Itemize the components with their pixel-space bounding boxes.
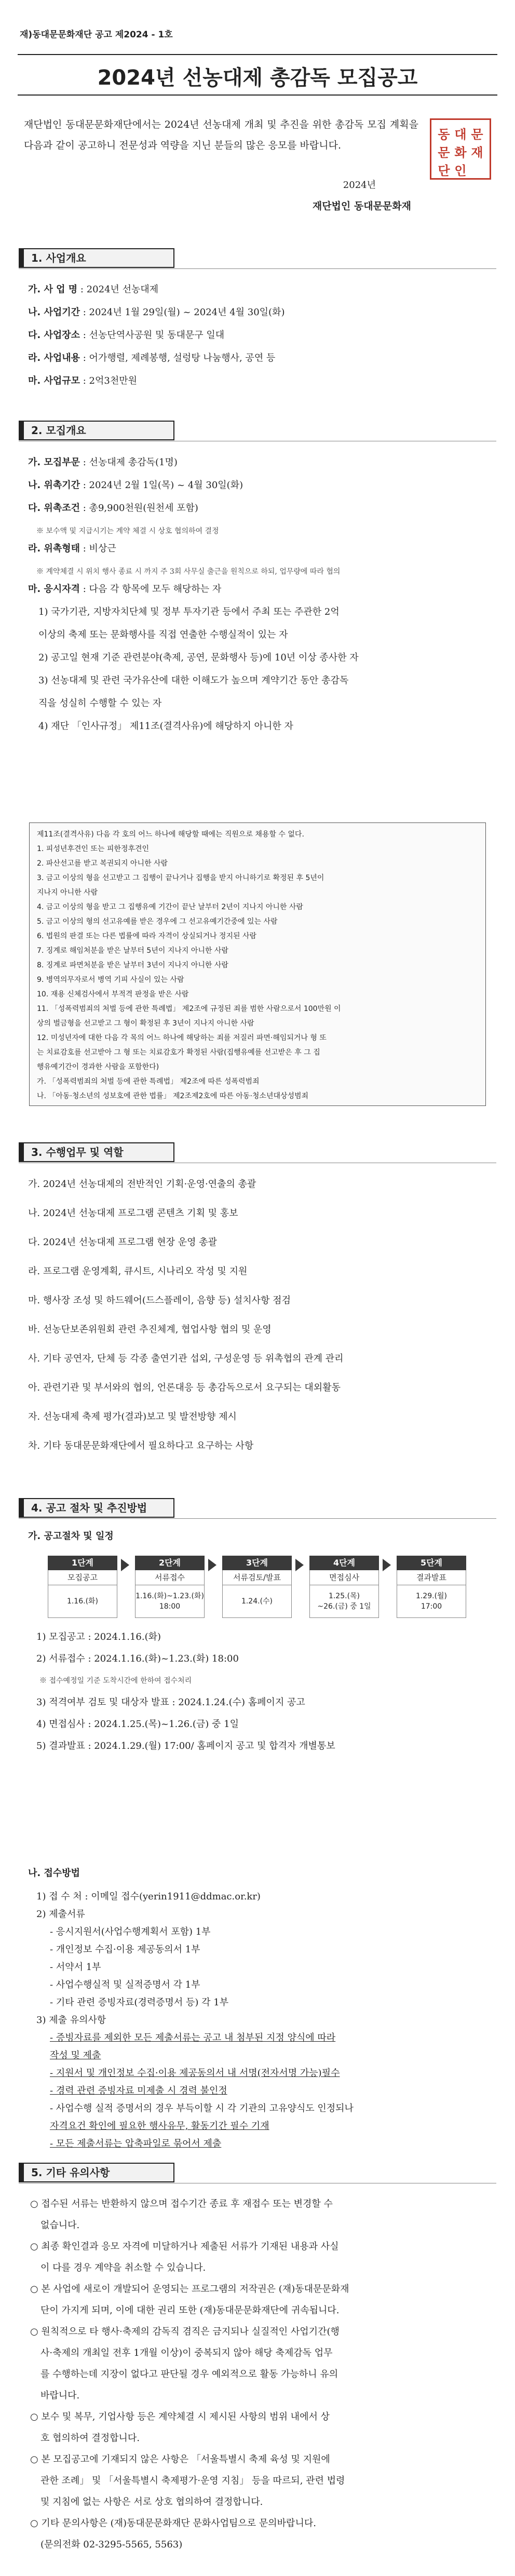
flow-step-date: 1.16.(화)~1.23.(화) 18:00 xyxy=(135,1585,205,1618)
recruit-row xyxy=(38,628,288,642)
section-3-heading: 3. 수행업무 및 역할 xyxy=(19,1142,174,1162)
recruit-value: 이상의 축제 또는 문화행사를 직접 연출한 수행실적이 있는 자 xyxy=(38,629,288,640)
overview-value: : 2024년 선농대제 xyxy=(77,284,159,295)
notice-row: ○ 기타 문의사항은 (재)동대문문화재단 문화사업팀으로 문의바랍니다. xyxy=(30,2518,316,2529)
submission-row: - 서약서 1부 xyxy=(50,1962,101,1973)
flow-step-name: 결과발표 xyxy=(397,1570,466,1585)
flow-step-number: 5단계 xyxy=(397,1556,466,1570)
disqualification-line: 12. 미성년자에 대한 다음 각 목의 어느 하나에 해당하는 죄를 저질러 파면·해임되거나 형 또 xyxy=(37,1034,327,1042)
schedule-row: 1) 모집공고 : 2024.1.16.(화) xyxy=(36,1631,161,1642)
duty-row: 사. 기타 공연자, 단체 등 각종 출연기관 섭외, 구성운영 등 위촉협의 관계 관리 xyxy=(28,1353,344,1364)
duty-row: 마. 행사장 조성 및 하드웨어(드스플레이, 음향 등) 설치사항 점검 xyxy=(28,1295,291,1306)
recruit-value: ※ 계약체결 시 위치 행사 종료 시 까지 주 3회 사무실 출근을 원칙으로 하되, 업무량에 따라 협의 xyxy=(36,568,341,576)
notice-date: 2024년 xyxy=(343,180,376,191)
disqualification-line: 나. 「아동·청소년의 성보호에 관한 법률」 제2조제2호에 따른 아동·청소년대상성범죄 xyxy=(37,1092,309,1100)
duty-row: 아. 관련기관 및 부서와의 협의, 언론대응 등 총감독으로서 요구되는 대외활동 xyxy=(28,1382,341,1393)
flow-step-date: 1.29.(월) 17:00 xyxy=(397,1585,466,1618)
section-1-heading: 1. 사업개요 xyxy=(19,248,174,268)
recruit-value: 3) 선농대제 및 관련 국가유산에 대한 이해도가 높으며 계약기간 동안 총감독 xyxy=(38,675,349,686)
disqualification-line: 5. 금고 이상의 형의 선고유예를 받은 경우에 그 선고유예기간중에 있는 사람 xyxy=(37,918,278,926)
recruit-row xyxy=(38,605,340,619)
seal-char: 단 xyxy=(438,163,450,178)
flow-step-number: 1단계 xyxy=(48,1556,117,1570)
recruit-value: : 비상근 xyxy=(80,543,116,554)
duty-row: 가. 2024년 선농대제의 전반적인 기획·운영·연출의 총괄 xyxy=(28,1179,256,1190)
schedule-row: 3) 적격여부 검토 및 대상자 발표 : 2024.1.24.(수) 홈페이지 공고 xyxy=(36,1697,305,1708)
notice-row: 없습니다. xyxy=(40,2220,80,2231)
recruit-row xyxy=(28,479,243,492)
notice-row: ○ 원칙적으로 타 행사·축제의 감독직 겸직은 금지되나 실질적인 사업기간(행 xyxy=(30,2326,340,2337)
submission-row: - 개인정보 수집·이용 제공동의서 1부 xyxy=(50,1944,200,1955)
submission-subheading: 나. 접수방법 xyxy=(28,1868,80,1879)
disqualification-line: 9. 병역의무자로서 병역 기피 사실이 있는 사람 xyxy=(37,976,184,984)
overview-value: : 2억3천만원 xyxy=(80,375,138,386)
organization-name: 재단법인 동대문문화재 xyxy=(312,200,411,212)
duty-row: 다. 2024년 선농대제 프로그램 현장 운영 총괄 xyxy=(28,1237,218,1248)
notice-row: (문의전화 02-3295-5565, 5563) xyxy=(40,2539,183,2550)
schedule-row: 2) 서류접수 : 2024.1.16.(화)~1.23.(화) 18:00 xyxy=(36,1653,239,1664)
duty-row: 바. 선농단보존위원회 관련 추진체계, 협업사항 협의 및 운영 xyxy=(28,1324,272,1335)
seal-char: 인 xyxy=(454,163,467,178)
notice-row: 및 지침에 없는 사항은 서로 상호 협의하여 결정합니다. xyxy=(40,2497,263,2507)
section-1-rule xyxy=(19,268,496,269)
flow-arrow-icon xyxy=(295,1559,304,1571)
notice-number: 재)동대문문화재단 공고 제2024 - 1호 xyxy=(20,30,173,40)
intro-text: 재단법인 동대문문화재단에서는 2024년 선농대제 개최 및 추진을 위한 총감독 모집 계획을 다음과 같이 공고하니 전문성과 역량을 지닌 분들의 많은 응모를 바랍니다. xyxy=(24,119,418,151)
flow-step-number: 2단계 xyxy=(135,1556,205,1570)
overview-key: 마. 사업규모 xyxy=(28,375,80,386)
duty-row: 차. 기타 동대문문화재단에서 필요하다고 요구하는 사항 xyxy=(28,1440,254,1451)
notice-row: 사·축제의 개최일 전후 1개월 이상)이 중복되지 않아 해당 축제감독 업무 xyxy=(40,2348,333,2358)
submission-row: - 모든 제출서류는 압축파일로 묶어서 제출 xyxy=(50,2138,222,2149)
recruit-value: 4) 재단 「인사규정」 제11조(결격사유)에 해당하지 아니한 자 xyxy=(38,721,293,732)
flow-step-number: 4단계 xyxy=(309,1556,379,1570)
page-title: 2024년 선농대제 총감독 모집공고 xyxy=(97,66,418,90)
disqualification-line: 2. 파산선고를 받고 복권되지 아니한 사람 xyxy=(37,859,168,868)
recruit-row xyxy=(36,524,219,538)
overview-row xyxy=(28,306,285,319)
section-4-heading: 4. 공고 절차 및 추진방법 xyxy=(19,1498,174,1518)
notice-row: ○ 보수 및 복무, 기업사항 등은 계약체결 시 제시된 사항의 범위 내에서 상 xyxy=(30,2411,330,2422)
overview-key: 나. 사업기간 xyxy=(28,307,80,318)
recruit-row xyxy=(28,502,198,515)
overview-value: : 어가행렬, 제례봉행, 설렁탕 나눔행사, 공연 등 xyxy=(80,353,276,363)
submission-row: - 기타 관련 증빙자료(경력증명서 등) 각 1부 xyxy=(50,1997,229,2008)
flow-step xyxy=(309,1556,379,1618)
disqualification-line: 11. 「성폭력범죄의 처벌 등에 관한 특례법」 제2조에 규정된 죄를 범한 사람으로서 100만원 이 xyxy=(37,1005,341,1013)
submission-row: - 지원서 및 개인정보 수집·이용 제공동의서 내 서명(전자서명 가능)필수 xyxy=(50,2068,340,2079)
disqualification-line: 6. 법원의 판결 또는 다른 법률에 따라 자격이 상실되거나 정지된 사람 xyxy=(37,932,257,940)
submission-row: - 경력 관련 증빙자료 미제출 시 경력 불인정 xyxy=(50,2085,227,2096)
flow-step xyxy=(135,1556,205,1618)
schedule-row: ※ 접수예정일 기준 도착시간에 한하여 접수처리 xyxy=(39,1677,192,1685)
flow-step-name: 서류검토/발표 xyxy=(222,1570,292,1585)
duty-row: 나. 2024년 선농대제 프로그램 콘텐츠 기획 및 홍보 xyxy=(28,1208,238,1219)
overview-row xyxy=(28,329,224,342)
schedule-subheading: 가. 공고절차 및 일정 xyxy=(28,1531,114,1542)
disqualification-line: 10. 재용 신체검사에서 부적격 판정을 받은 사람 xyxy=(37,990,189,999)
duty-row: 라. 프로그램 운영계획, 큐시트, 시나리오 작성 및 지원 xyxy=(28,1266,248,1277)
overview-row xyxy=(28,283,158,296)
overview-key: 가. 사 업 명 xyxy=(28,284,78,295)
recruit-row xyxy=(38,720,293,733)
overview-row xyxy=(28,352,275,365)
disqualification-line: 8. 징계로 파면처분을 받은 날부터 3년이 지나지 아니한 사람 xyxy=(37,961,228,969)
flow-step-date: 1.16.(화) xyxy=(48,1585,117,1618)
recruit-key: 가. 모집부문 xyxy=(28,457,80,468)
official-seal-icon xyxy=(430,118,491,180)
disqualification-line: 제11조(결격사유) 다음 각 호의 어느 하나에 해당할 때에는 직원으로 채용할 수 없다. xyxy=(37,830,304,839)
recruit-key: 라. 위촉형태 xyxy=(28,543,80,554)
flow-arrow-icon xyxy=(383,1559,391,1571)
notice-row: 호 협의하여 결정합니다. xyxy=(40,2433,140,2444)
seal-char: 문 xyxy=(438,145,450,160)
disqualification-box xyxy=(29,822,486,1106)
recruit-value: ※ 보수액 및 지급시기는 계약 체결 시 상호 협의하여 결정 xyxy=(36,527,219,535)
notice-row: 바랍니다. xyxy=(40,2390,80,2401)
overview-value: : 2024년 1월 29일(월) ~ 2024년 4월 30일(화) xyxy=(80,307,285,318)
recruit-key: 다. 위촉조건 xyxy=(28,503,80,514)
disqualification-line: 지나지 아니한 사람 xyxy=(37,888,98,897)
recruit-value: : 총9,900천원(원천세 포함) xyxy=(80,503,198,514)
schedule-row: 4) 면접심사 : 2024.1.25.(목)~1.26.(금) 중 1일 xyxy=(36,1719,239,1730)
section-4-rule xyxy=(19,1518,496,1519)
notice-row: ○ 본 모집공고에 기재되지 않은 사항은 「서울특별시 축제 육성 및 지원에 xyxy=(30,2454,330,2465)
overview-value: : 선농단역사공원 및 동대문구 일대 xyxy=(80,330,225,341)
notice-row: ○ 본 사업에 새로이 개발되어 운영되는 프로그램의 저작권은 (재)동대문문화재 xyxy=(30,2284,349,2295)
flow-step-number: 3단계 xyxy=(222,1556,292,1570)
disqualification-line: 7. 징계로 해임처분을 받은 날부터 5년이 지나지 아니한 사람 xyxy=(37,947,228,955)
submission-row: - 사업수행실적 및 실적증명서 각 1부 xyxy=(50,1979,200,1990)
submission-row: 2) 제출서류 xyxy=(36,1909,85,1920)
recruit-row xyxy=(28,583,221,596)
submission-row: - 응시지원서(사업수행계획서 포함) 1부 xyxy=(50,1926,211,1937)
notice-row: 단이 가지게 되며, 이에 대한 권리 또한 (재)동대문문화재단에 귀속됩니다. xyxy=(40,2305,340,2316)
recruit-value: : 다음 각 항목에 모두 해당하는 자 xyxy=(80,584,222,595)
flow-step-name: 모집공고 xyxy=(48,1570,117,1585)
flow-step-name: 면접심사 xyxy=(309,1570,379,1585)
recruit-row xyxy=(38,651,359,665)
flow-step-name: 서류접수 xyxy=(135,1570,205,1585)
disqualification-line: 4. 금고 이상의 형을 받고 그 집행유예 기간이 끝난 날부터 2년이 지나지 아니한 사람 xyxy=(37,903,303,911)
recruit-value: : 2024년 2월 1일(목) ~ 4월 30일(화) xyxy=(80,480,243,491)
notice-row: 관한 조례」 및 「서울특별시 축제평가·운영 지침」 등을 따르되, 관련 법령 xyxy=(40,2475,345,2486)
overview-key: 다. 사업장소 xyxy=(28,330,80,341)
submission-row: 3) 제출 유의사항 xyxy=(36,2015,106,2026)
notice-row: 를 수행하는데 지장이 없다고 판단될 경우 예외적으로 활동 가능하니 유의 xyxy=(40,2369,338,2380)
recruit-value: : 선농대제 총감독(1명) xyxy=(80,457,178,468)
seal-char: 동 xyxy=(438,127,450,142)
submission-row: 작성 및 제출 xyxy=(50,2050,101,2061)
seal-char: 화 xyxy=(454,145,467,160)
flow-step xyxy=(397,1556,466,1618)
section-2-heading: 2. 모집개요 xyxy=(19,421,174,440)
recruit-row xyxy=(36,565,340,578)
flow-arrow-icon xyxy=(121,1559,129,1571)
schedule-row: 5) 결과발표 : 2024.1.29.(월) 17:00/ 홈페이지 공고 및 합격자 개별통보 xyxy=(36,1741,335,1751)
flow-arrow-icon xyxy=(208,1559,216,1571)
recruit-value: 직을 성실히 수행할 수 있는 자 xyxy=(38,698,162,709)
title-top-rule xyxy=(18,54,497,55)
flow-step-date: 1.25.(목) ~26.(금) 중 1일 xyxy=(309,1585,379,1618)
section-5-heading: 5. 기타 유의사항 xyxy=(19,2163,174,2182)
recruit-row xyxy=(28,542,116,556)
submission-row: 1) 접 수 처 : 이메일 접수(yerin1911@ddmac.or.kr) xyxy=(36,1891,261,1902)
seal-char: 재 xyxy=(471,145,483,160)
seal-char: 문 xyxy=(471,127,483,142)
notice-row: ○ 최종 확인결과 응모 자격에 미달하거나 제출된 서류가 기재된 내용과 사실 xyxy=(30,2241,339,2252)
disqualification-line: 행유예기간이 경과한 사람을 포함한다) xyxy=(37,1063,159,1071)
notice-row: 이 다를 경우 계약을 취소할 수 있습니다. xyxy=(40,2262,206,2273)
overview-key: 라. 사업내용 xyxy=(28,353,80,363)
disqualification-line: 1. 피성년후견인 또는 피한정후견인 xyxy=(37,845,150,853)
flow-step xyxy=(222,1556,292,1618)
flow-step xyxy=(48,1556,117,1618)
recruit-value: 2) 공고일 현재 기준 관련분야(축제, 공연, 문화행사 등)에 10년 이상 종사한 자 xyxy=(38,652,359,663)
notice-row: ○ 접수된 서류는 반환하지 않으며 접수기간 종료 후 재접수 또는 변경할 수 xyxy=(30,2199,333,2209)
submission-row: 자격요건 확인에 필요한 행사유무, 활동기간 필수 기재 xyxy=(50,2121,269,2132)
seal-char: 대 xyxy=(454,127,467,142)
recruit-row xyxy=(28,456,178,469)
recruit-value: 1) 국가기관, 지방자치단체 및 정부 투자기관 등에서 주최 또는 주관한 2억 xyxy=(38,606,340,617)
submission-row: - 증빙자료를 제외한 모든 제출서류는 공고 내 첨부된 지정 양식에 따라 xyxy=(50,2032,336,2043)
disqualification-line: 가. 「성폭력범죄의 처벌 등에 관한 특례법」 제2조에 따른 성폭력범죄 xyxy=(37,1077,260,1086)
recruit-row xyxy=(38,697,161,710)
disqualification-line: 상의 벌금형을 선고받고 그 형이 확정된 후 3년이 지나지 아니한 사람 xyxy=(37,1019,254,1028)
recruit-row xyxy=(38,674,348,687)
disqualification-line: 3. 금고 이상의 형을 선고받고 그 집행이 끝나거나 집행을 받지 아니하기로 확정된 후 5년이 xyxy=(37,874,324,882)
overview-row xyxy=(28,374,137,388)
disqualification-line: 는 치료감호를 선고받아 그 형 또는 치료감호가 확정된 사람(집행유예를 선고받은 후 그 집 xyxy=(37,1048,320,1057)
submission-row: - 사업수행 실적 증명서의 경우 부득이할 시 각 기관의 고유양식도 인정되나 xyxy=(50,2103,354,2114)
title-bottom-rule xyxy=(18,95,497,96)
recruit-key: 나. 위촉기간 xyxy=(28,480,80,491)
duty-row: 자. 선농대제 축제 평가(결과)보고 및 발전방향 제시 xyxy=(28,1411,237,1422)
flow-step-date: 1.24.(수) xyxy=(222,1585,292,1618)
recruit-key: 마. 응시자격 xyxy=(28,584,80,595)
